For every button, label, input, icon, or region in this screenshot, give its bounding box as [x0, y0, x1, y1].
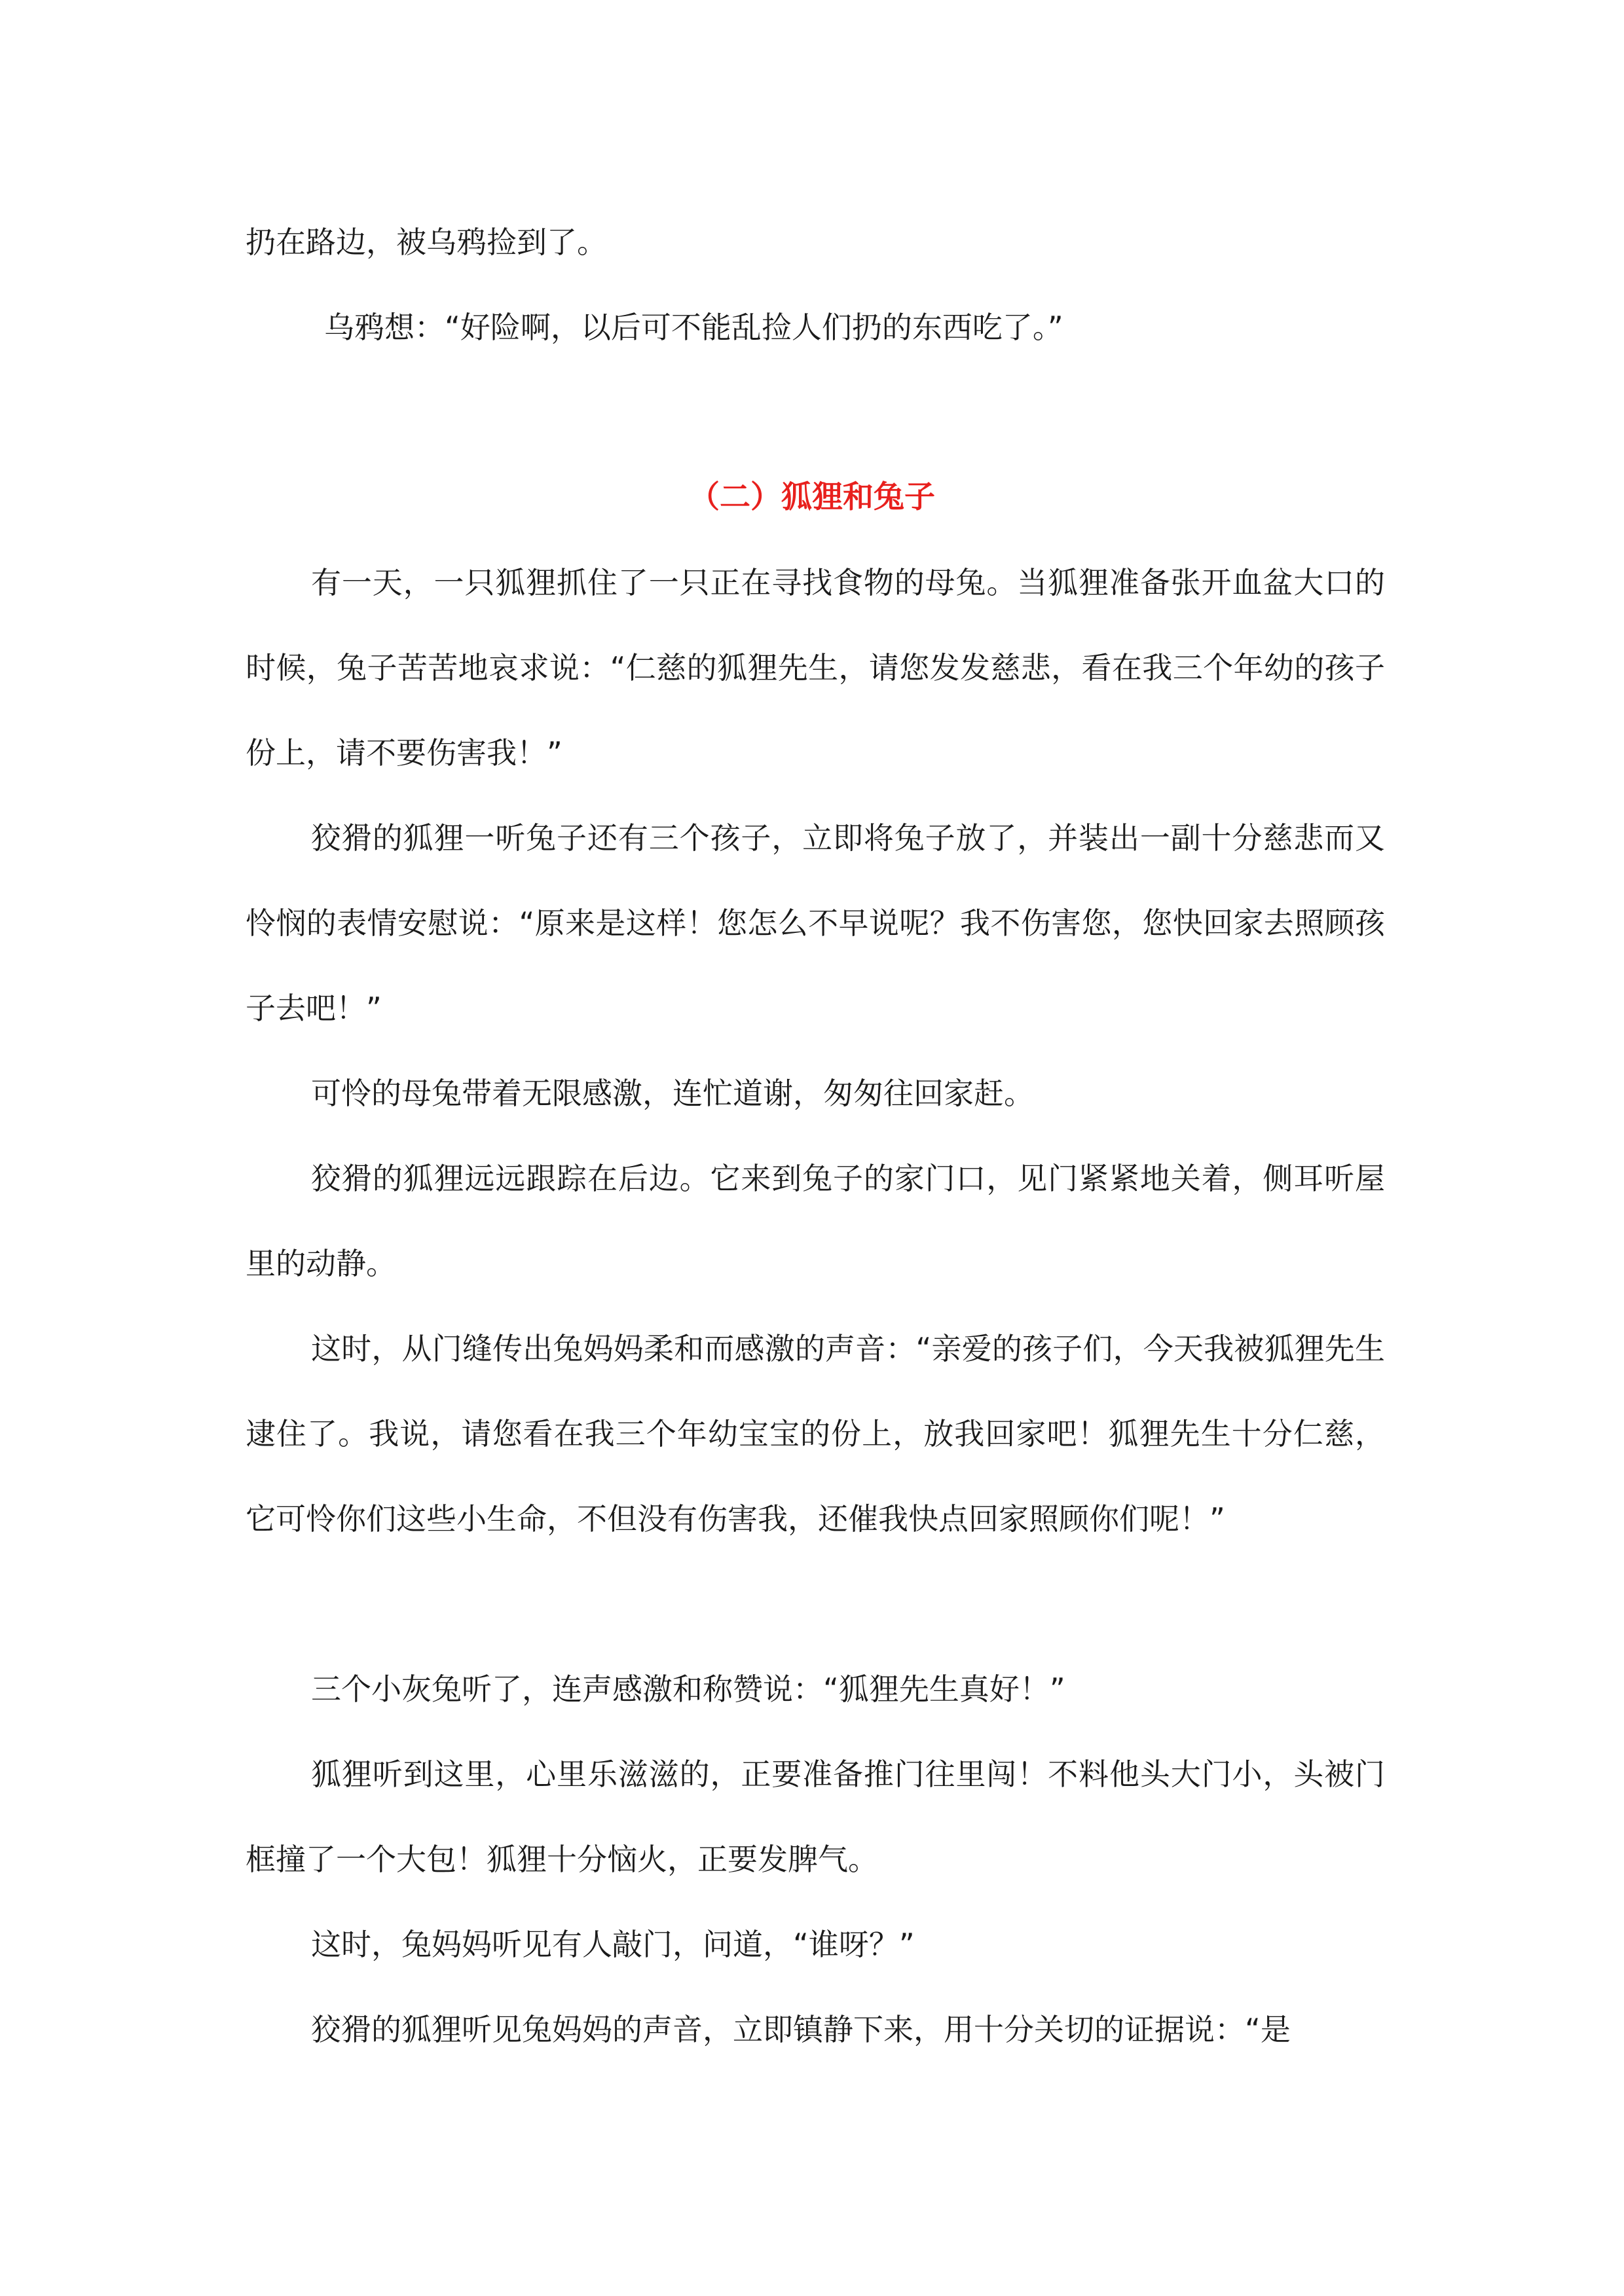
story-paragraph-9: 狡猾的狐狸听见兔妈妈的声音，立即镇静下来，用十分关切的证据说：“是 — [311, 2012, 1291, 2047]
story-paragraph-5: 这时，从门缝传出兔妈妈柔和而感激的声音：“亲爱的孩子们，今天我被狐狸先生逮住了。我说，请您看在我三个年幼宝宝的份上，放我回家吧！狐狸先生十分仁慈，它可怜你们这些小生命，不但没有伤害我，还催我快点回家照顾你们呢！” — [246, 1331, 1385, 1537]
crow-thought-paragraph: 乌鸦想：“好险啊，以后可不能乱捡人们扔的东西吃了。” — [324, 310, 1063, 345]
story-paragraph-7: 狐狸听到这里，心里乐滋滋的，正要准备推门往里闯！不料他头大门小，头被门框撞了一个大包！狐狸十分恼火，正要发脾气。 — [246, 1757, 1385, 1877]
story-two-title: （二）狐狸和兔子 — [689, 479, 935, 515]
story-paragraph-6: 三个小灰兔听了，连声感激和称赞说：“狐狸先生真好！” — [311, 1671, 1065, 1707]
story-paragraph-8: 这时，兔妈妈听见有人敲门，问道，“谁呀？” — [311, 1927, 915, 1962]
story-paragraph-3: 可怜的母兔带着无限感激，连忙道谢，匆匆往回家赶。 — [311, 1076, 1034, 1111]
story-paragraph-4: 狡猾的狐狸远远跟踪在后边。它来到兔子的家门口，见门紧紧地关着，侧耳听屋里的动静。 — [246, 1161, 1385, 1281]
story-paragraph-1: 有一天，一只狐狸抓住了一只正在寻找食物的母兔。当狐狸准备张开血盆大口的时候，兔子苦苦地哀求说：“仁慈的狐狸先生，请您发发慈悲，看在我三个年幼的孩子份上，请不要伤害我！” — [246, 565, 1385, 771]
story-one-continuation: 扔在路边，被乌鸦捡到了。 — [246, 225, 607, 260]
story-paragraph-2: 狡猾的狐狸一听兔子还有三个孩子，立即将兔子放了，并装出一副十分慈悲而又怜悯的表情安慰说：“原来是这样！您怎么不早说呢？我不伤害您，您快回家去照顾孩子去吧！” — [246, 820, 1385, 1026]
